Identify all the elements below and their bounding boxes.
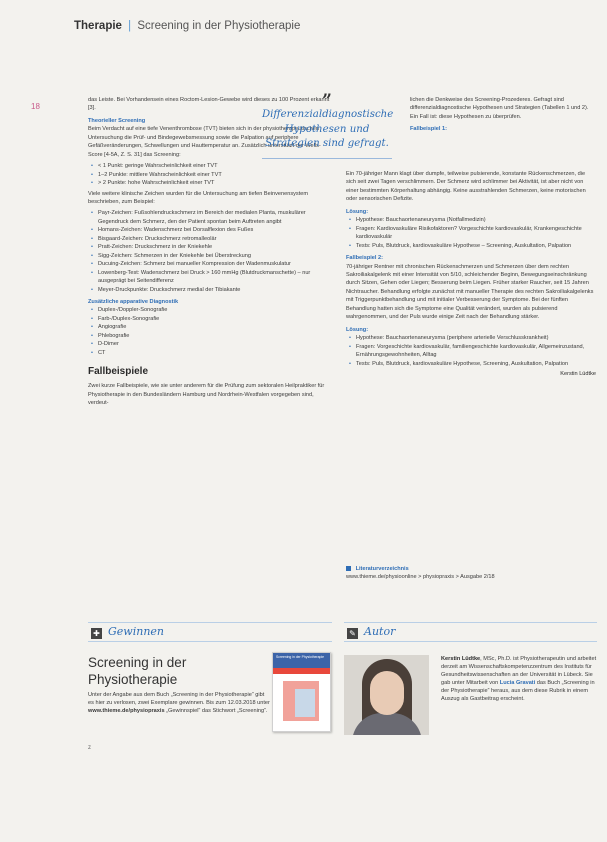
list-item: • CT: [98, 349, 332, 357]
quote-text: Differenzialdiagnostische Hypothesen und Strategien sind gefragt.: [262, 109, 394, 149]
pencil-icon: ✎: [347, 628, 358, 639]
autor-bar: [344, 622, 597, 642]
list-item: • Duplex-/Doppler-Sonografie: [98, 306, 332, 314]
fall2-heading: Fallbeispiel 2:: [346, 255, 383, 262]
list-item: • Tests: Puls, Blutdruck, kardiovaskuläre Hypothese, Screening, Auskultation, Palpation: [356, 360, 596, 368]
signs-intro: Viele weitere klinische Zeichen wurden für die Untersuchung am tiefen Beinvenensystem beschrieben, zum Beispiel:: [88, 190, 309, 205]
literature-label: Literaturverzeichnis: [355, 566, 409, 572]
wells-intro: Beim Verdacht auf eine tiefe Venenthrombose (TVT) bieten sich in der physiotherapeutischen Untersuchung die Prüf- und Bindegewebsmessung sowie die Palpation auf periphere Gefäßveränderungen, Schwellungen und Hauttemperatur an. Zusätzlich unterstützt der Wells-Score [4-5A, Z. S. 31] das Screening:: [88, 126, 321, 158]
fallbeispiele-intro: Zwei kurze Fallbeispiele, wie sie unter anderem für die Prüfung zum sektoralen Heilpraktiker für Physiotherapie in den Bundesländern Hamburg und Nordrhein-Westfalen vorgegeben sind, verdeut-: [88, 383, 325, 407]
gewinnen-text: [88, 691, 270, 715]
list-item: • Homans-Zeichen: Wadenschmerz bei Dorsalflexion des Fußes: [98, 226, 332, 234]
author-bio: [441, 655, 597, 703]
list-item: • Hypothese: Bauchaortenaneurysma (Notfallmedizin): [356, 216, 596, 224]
header-separator: |: [128, 20, 132, 32]
list-item: • Angiografie: [98, 323, 332, 331]
list-item: • Payr-Zeichen: Fußsohlendruckschmerz im Bereich der medialen Planta, muskulärer Gegendruck dem Schmerz, den der Patient spontan beim Auftreten angibt: [98, 209, 332, 226]
author-coauthors: Lucia Gravati: [499, 680, 536, 686]
loesung2-heading: Lösung:: [346, 326, 369, 333]
right-intro: lichen die Denkweise des Screening-Prozederes. Gefragt sind differenzialdiagnostische Hypothesen und Strategien (Tabellen 1 und 2). Ein Fall ist: diese Hypothesen zu überprüfen.: [410, 97, 589, 120]
loesung1-list: [346, 216, 596, 250]
loesung1-heading: Lösung:: [346, 208, 369, 215]
list-item: • Sigg-Zeichen: Schmerzen in der Kniekehle bei Überstreckung: [98, 252, 332, 260]
list-item: • Hypothese: Bauchaortenaneurysma (periphere arterielle Verschlusskrankheit): [356, 334, 596, 342]
list-item: • Farb-/Duplex-Sonografie: [98, 315, 332, 323]
gift-icon: ✚: [91, 628, 102, 639]
list-item: • Meyer-Druckpunkte: Druckschmerz medial der Tibiakante: [98, 286, 332, 294]
fall1-text: Ein 70-jähriger Mann klagt über dumpfe, teilweise pulsierende, konstante Rückenschmerzen, die sich seit zwei Tagen verschlimmern. Der Schmerz wird schlimmer bei Aktivität, ist aber nicht von einer bestimmten Körperhaltung abhängig. Keine ausstrahlenden Schmerzen, keine motorischen oder sensorischen Defizite.: [346, 171, 586, 203]
quote-rule: [262, 158, 392, 159]
book-cover-figure: [295, 689, 315, 717]
book-cover-title: Screening in der Physiotherapie: [276, 655, 325, 659]
gewinnen-text-b: „Gewinnspiel“ das Stichwort „Screening“.: [164, 708, 268, 714]
author-bio-text: , MSc, Ph.D. ist Physiotherapeutin und arbeitet derzeit am Wissenschaftskompetenzzentrum des Instituts für Gesundheitswissenschaften an der Universität in Lübeck. Sie gab unter Mitarbeit von: [441, 656, 597, 686]
autor-label: Autor: [364, 625, 396, 638]
list-item: • Ducuing-Zeichen: Schmerz bei manueller Kompression der Wadenmuskulatur: [98, 260, 332, 268]
list-item: • 1–2 Punkte: mittlere Wahrscheinlichkeit einer TVT: [98, 171, 332, 179]
wells-score-list: [88, 162, 332, 187]
list-item: • > 2 Punkte: hohe Wahrscheinlichkeit einer TVT: [98, 179, 332, 187]
book-cover-band: [273, 668, 330, 674]
right-column: [346, 170, 596, 378]
header-subtitle: Screening in der Physiotherapie: [137, 20, 301, 32]
fallbeispiele-heading: Fallbeispiele: [88, 366, 149, 378]
header-section: Therapie: [74, 20, 122, 32]
fall1-heading: Fallbeispiel 1:: [410, 126, 447, 133]
book-cover-header: [273, 653, 330, 668]
list-item: • D-Dimer: [98, 340, 332, 348]
list-item: • Bisgaard-Zeichen: Druckschmerz retromalleolär: [98, 235, 332, 243]
list-item: • Fragen: Vorgeschichte kardiovaskulär, familiengeschichte kardiovaskulär, Allgemeinzustand, Ernährungsgewohnheiten, Alltag: [356, 343, 596, 360]
gewinnen-text-a: Unter der Angabe aus dem Buch „Screening in der Physiotherapie“ gibt es hier zu verlosen, zwei Exemplare gewinnen. Bis zum 12.03.2018 unter: [88, 692, 270, 706]
quote-mark: ”: [322, 91, 332, 111]
book-cover: [272, 652, 331, 732]
literature-box: [346, 565, 596, 581]
diagnostics-list: [88, 306, 332, 357]
theorie-heading: Theorieller Screening: [88, 117, 146, 124]
gewinnen-label: Gewinnen: [108, 625, 164, 638]
author-bio-text-2: das Buch „Screening in der Physiotherapie“ heraus, aus dem diese Rubrik in einem Auszug als Gastbeitrag erscheint.: [441, 680, 595, 702]
list-item: • Fragen: Kardiovaskuläre Risikofaktoren? Vorgeschichte kardiovaskulär, Krankengeschichte kardiovaskulär: [356, 225, 596, 242]
author-photo: [344, 655, 429, 735]
list-item: • < 1 Punkt: geringe Wahrscheinlichkeit einer TVT: [98, 162, 332, 170]
fall2-text: 70-jähriger Rentner mit chronischen Rückenschmerzen und Schmerzen über dem rechten Sakroiliakalgelenk mit einer Intensität von 5/10, schleichender Beginn, Bewegungseinschränkung durch Sitzen, Gehen oder Liegen; Besserung beim Liegen. Früher starker Raucher, seit 15 Jahren Nichtraucher. Behandlung erfolgte zunächst mit manueller Therapie des rechten Sakroiliakalgelenks mit Triggerpunktbehandlung und mit initialer Verbesserung der Symptome. Bei der fünften Behandlung hatten sich die Symptome eine Qualität verändert, wurden als pulsierend wahrgenommen, und der Puls wurde einige Zeit nach der Behandlung stärker.: [346, 263, 594, 321]
clinical-signs-list: [88, 209, 332, 294]
author-name: Kerstin Lüdtke: [441, 656, 481, 662]
list-item: • Pratt-Zeichen: Druckschmerz in der Kniekehle: [98, 243, 332, 251]
footer-mark: z: [88, 745, 91, 751]
list-item: • Phlebografie: [98, 332, 332, 340]
gewinnen-link[interactable]: www.thieme.de/physiopraxis: [88, 708, 165, 714]
list-item: • Lowenberg-Test: Wadenschmerz bei Druck > 160 mmHg (Blutdruckmanschette) – nur ausgeprägt bei Seitendifferenz: [98, 269, 332, 286]
gewinnen-bar: [88, 622, 332, 642]
list-item: • Tests: Puls, Blutdruck, kardiovaskuläre Hypothese – Screening, Auskultation, Palpation: [356, 242, 596, 250]
page-number: 18: [31, 102, 40, 111]
running-header: [74, 14, 594, 38]
source-credit: Kerstin Lüdtke: [560, 370, 596, 377]
right-column-top: [410, 96, 597, 134]
pull-quote: [262, 91, 394, 159]
square-bullet-icon: [346, 566, 351, 571]
left-intro: das Leiste. Bei Vorhandensein eines Roctom-Lesion-Gewebe wird dieses zu 100 Prozent erkannt [3].: [88, 97, 330, 112]
author-photo-face: [370, 671, 404, 715]
diagnostics-heading: Zusätzliche apparative Diagnostik: [88, 298, 179, 305]
loesung2-list: [346, 334, 596, 368]
gewinnen-title: Screening in der Physiotherapie: [88, 655, 187, 687]
literature-link[interactable]: www.thieme.de/physioonline > physiopraxis > Ausgabe 2/18: [346, 574, 495, 580]
